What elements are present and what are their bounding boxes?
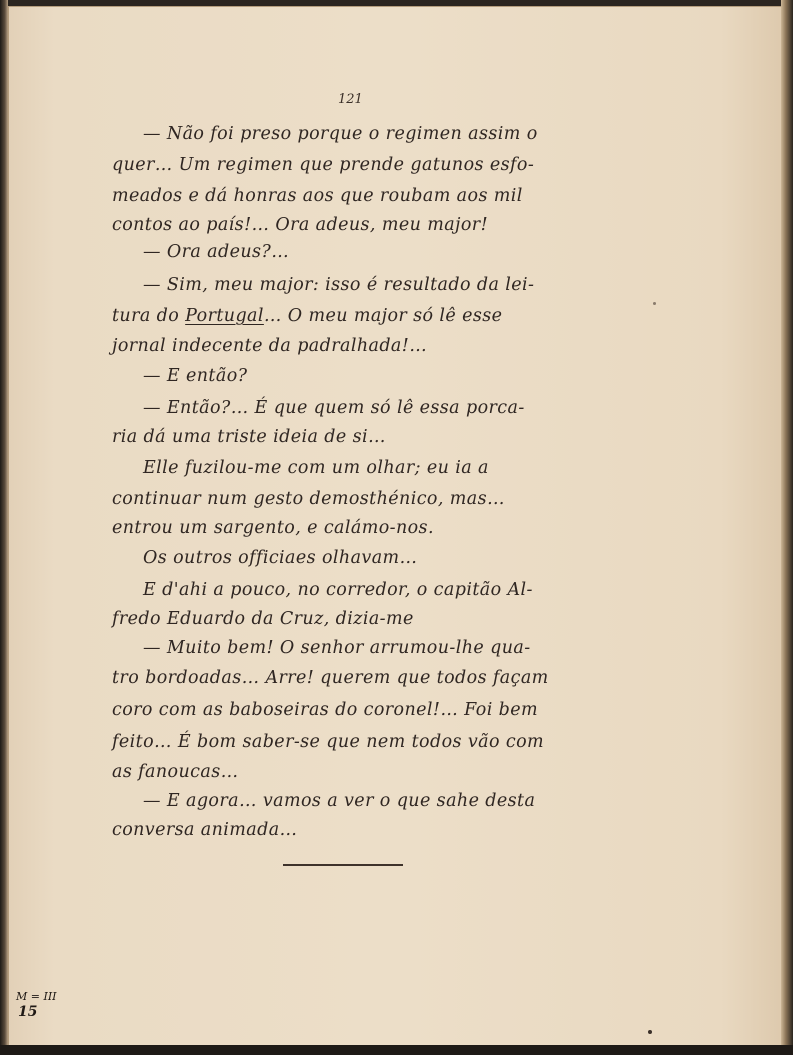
underlined-word: Portugal <box>185 306 264 326</box>
text-line: continuar num gesto demosthénico, mas… <box>112 489 505 509</box>
text-line: conversa animada… <box>112 820 298 840</box>
text-line: entrou um sargento, e calámo-nos. <box>112 518 434 538</box>
pencil-mark <box>653 302 656 305</box>
text-line: — Ora adeus?… <box>143 242 290 262</box>
text-line: — Então?… É que quem só lê essa porca- <box>143 398 525 418</box>
text-line: tro bordoadas… Arre! querem que todos façam <box>112 668 549 688</box>
margin-note-line-1: M = III <box>16 990 57 1003</box>
text-line: coro com as baboseiras do coronel!… Foi bem <box>112 700 539 720</box>
margin-note-line-2: 15 <box>18 1004 38 1020</box>
text-line: as fanoucas… <box>112 762 239 782</box>
text-line: — Não foi preso porque o regimen assim o <box>143 124 538 144</box>
text-line <box>112 306 502 326</box>
text-line: meados e dá honras aos que roubam aos mil <box>112 186 523 206</box>
text-line: ria dá uma triste ideia de si… <box>112 427 386 447</box>
margin-note <box>16 990 57 1021</box>
page-number: 121 <box>338 92 363 107</box>
end-rule <box>283 864 403 866</box>
text-line: contos ao país!… Ora adeus, meu major! <box>112 215 489 235</box>
text-line: — Sim, meu major: isso é resultado da lei- <box>143 275 535 295</box>
text-line: jornal indecente da padralhada!… <box>112 336 428 356</box>
text-line: fredo Eduardo da Cruz, dizia-me <box>112 609 414 629</box>
text-line: Os outros officiaes olhavam… <box>143 548 418 568</box>
ink-mark <box>648 1030 652 1034</box>
text-line: feito… É bom saber-se que nem todos vão com <box>112 732 545 752</box>
text-line-suffix: … O meu major só lê esse <box>263 306 503 326</box>
text-line: E d'ahi a pouco, no corredor, o capitão Al- <box>143 580 533 600</box>
text-line: — E então? <box>143 366 248 386</box>
text-line: — E agora… vamos a ver o que sahe desta <box>143 791 536 811</box>
text-line: — Muito bem! O senhor arrumou-lhe qua- <box>143 638 531 658</box>
text-line-prefix: tura do <box>112 306 186 326</box>
text-line: Elle fuzilou-me com um olhar; eu ia a <box>143 458 489 478</box>
text-line: quer… Um regimen que prende gatunos esfo- <box>112 155 535 175</box>
